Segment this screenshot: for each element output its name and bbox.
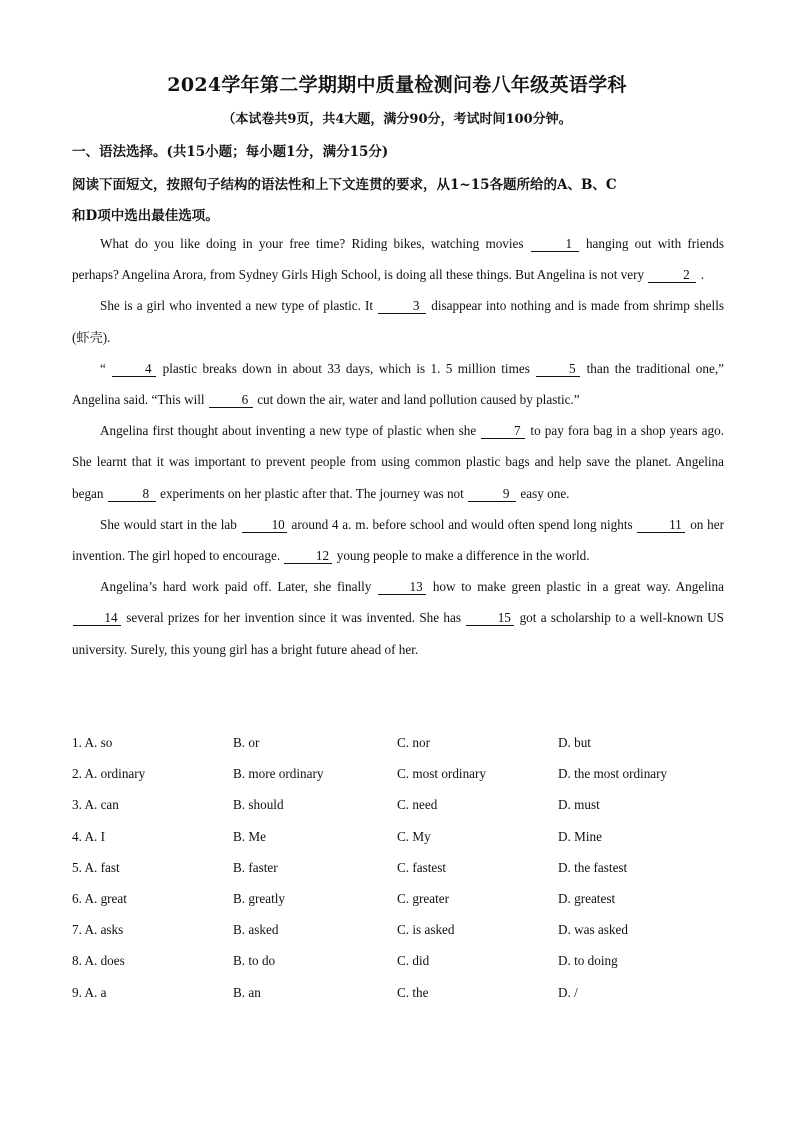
passage-text: around 4 a. m. before school and would often spend long nights — [287, 516, 637, 532]
answer-blank: 9 — [468, 487, 516, 502]
passage-text: She would start in the lab — [100, 516, 241, 532]
option-d: D. the fastest — [558, 859, 628, 875]
passage-text: how to make green plastic in a great way. Angelina — [427, 579, 724, 595]
section-instruction — [72, 170, 724, 232]
question-row — [72, 914, 732, 945]
option-a: 1. A. so — [72, 735, 113, 750]
passage-text: Angelina first thought about inventing a new type of plastic when she — [100, 423, 481, 439]
question-row — [72, 977, 732, 1008]
question-row — [72, 821, 732, 852]
answer-blank: 15 — [466, 611, 514, 626]
question-row — [72, 789, 732, 820]
passage-paragraph — [72, 228, 724, 290]
option-c: C. fastest — [397, 859, 447, 875]
option-b: B. or — [233, 735, 260, 750]
question-row — [72, 758, 732, 789]
passage-paragraph — [72, 415, 724, 509]
option-b: B. to do — [233, 953, 276, 969]
passage-text: hanging out with friends perhaps? Angelina Arora, from Sydney Girls High School, is doing all these things. But Angelina is not very — [72, 236, 724, 283]
option-a: 6. A. great — [72, 890, 127, 906]
answer-blank: 2 — [648, 268, 696, 283]
option-d: D. but — [558, 735, 591, 750]
passage-text: experiments on her plastic after that. The journey was not — [156, 485, 468, 501]
section-heading: 一、语法选择。(共15小题；每小题1分，满分15分) — [72, 144, 389, 160]
passage-text: on her invention. The girl hoped to encourage. — [72, 516, 724, 564]
option-a: 9. A. a — [72, 984, 107, 1000]
option-a: 7. A. asks — [72, 922, 124, 938]
option-c: C. nor — [397, 735, 430, 750]
passage-paragraph — [72, 353, 724, 415]
option-d: D. the most ordinary — [558, 766, 668, 782]
passage-text: than the traditional one,” Angelina said. “This will — [72, 360, 724, 408]
question-options — [72, 727, 732, 1008]
passage-text: to pay fora bag in a shop years ago. She learnt that it was important to prevent people from using common plastic bags and help save the planet. Angelina began — [72, 423, 724, 501]
option-a: 2. A. ordinary — [72, 766, 146, 782]
option-b: B. an — [233, 984, 261, 1000]
option-c: C. the — [397, 984, 429, 1000]
answer-blank: 1 — [531, 237, 579, 252]
answer-blank: 10 — [242, 518, 287, 533]
passage-text: cut down the air, water and land pollution caused by plastic.” — [253, 392, 580, 408]
option-b: B. should — [233, 797, 284, 813]
option-c: C. is asked — [397, 922, 455, 938]
question-row — [72, 852, 732, 883]
answer-blank: 4 — [112, 362, 156, 377]
option-d: D. was asked — [558, 922, 628, 938]
option-c: C. did — [397, 953, 430, 969]
answer-blank: 8 — [108, 487, 156, 502]
passage-text: “ — [100, 360, 112, 376]
option-d: D. Mine — [558, 828, 602, 844]
passage-paragraph — [72, 571, 724, 665]
passage-text: Angelina’s hard work paid off. Later, she finally — [100, 579, 378, 595]
passage-text: young people to make a difference in the world. — [333, 548, 590, 564]
option-b: B. faster — [233, 859, 278, 875]
option-d: D. must — [558, 797, 600, 813]
option-b: B. asked — [233, 922, 279, 938]
answer-blank: 12 — [284, 549, 332, 564]
option-c: C. greater — [397, 890, 449, 906]
answer-blank: 7 — [481, 424, 525, 439]
option-b: B. greatly — [233, 890, 286, 906]
reading-passage — [72, 228, 724, 665]
answer-blank: 11 — [637, 518, 685, 533]
question-row — [72, 727, 732, 758]
option-a: 3. A. can — [72, 797, 119, 813]
passage-text: disappear into nothing and is made from shrimp shells (虾壳). — [72, 298, 724, 345]
option-a: 4. A. I — [72, 828, 105, 844]
passage-paragraph — [72, 509, 724, 571]
answer-blank: 5 — [536, 362, 580, 377]
option-b: B. Me — [233, 828, 266, 844]
option-d: D. / — [558, 984, 578, 1000]
exam-subtitle: （本试卷共9页，共4大题，满分90分，考试时间100分钟。 — [222, 112, 572, 127]
passage-text: . — [697, 267, 705, 283]
passage-text: easy one. — [517, 485, 570, 501]
option-b: B. more ordinary — [233, 766, 324, 782]
passage-text: got a scholarship to a well-known US university. Surely, this young girl has a bright future ahead of her. — [72, 610, 725, 657]
option-d: D. greatest — [558, 890, 616, 906]
instruction-line: 阅读下面短文，按照句子结构的语法性和上下文连贯的要求，从1~15各题所给的A、B、C — [72, 177, 617, 193]
option-d: D. to doing — [558, 953, 618, 969]
passage-text: several prizes for her invention since it was invented. She has — [122, 610, 466, 626]
option-c: C. most ordinary — [397, 766, 487, 782]
question-row — [72, 945, 732, 976]
instruction-line: 和D项中选出最佳选项。 — [72, 208, 219, 224]
exam-title: 2024学年第二学期期中质量检测问卷八年级英语学科 — [167, 74, 627, 96]
option-c: C. My — [397, 828, 431, 844]
question-row — [72, 883, 732, 914]
passage-paragraph — [72, 290, 724, 352]
passage-text: What do you like doing in your free time? Riding bikes, watching movies — [100, 236, 530, 251]
answer-blank: 13 — [378, 580, 426, 595]
passage-text: plastic breaks down in about 33 days, which is 1. 5 million times — [157, 360, 536, 376]
answer-blank: 3 — [378, 299, 426, 314]
option-a: 8. A. does — [72, 953, 125, 969]
option-a: 5. A. fast — [72, 859, 120, 875]
option-c: C. need — [397, 797, 438, 813]
answer-blank: 6 — [209, 393, 253, 408]
passage-text: She is a girl who invented a new type of plastic. It — [100, 298, 378, 314]
answer-blank: 14 — [73, 611, 121, 626]
